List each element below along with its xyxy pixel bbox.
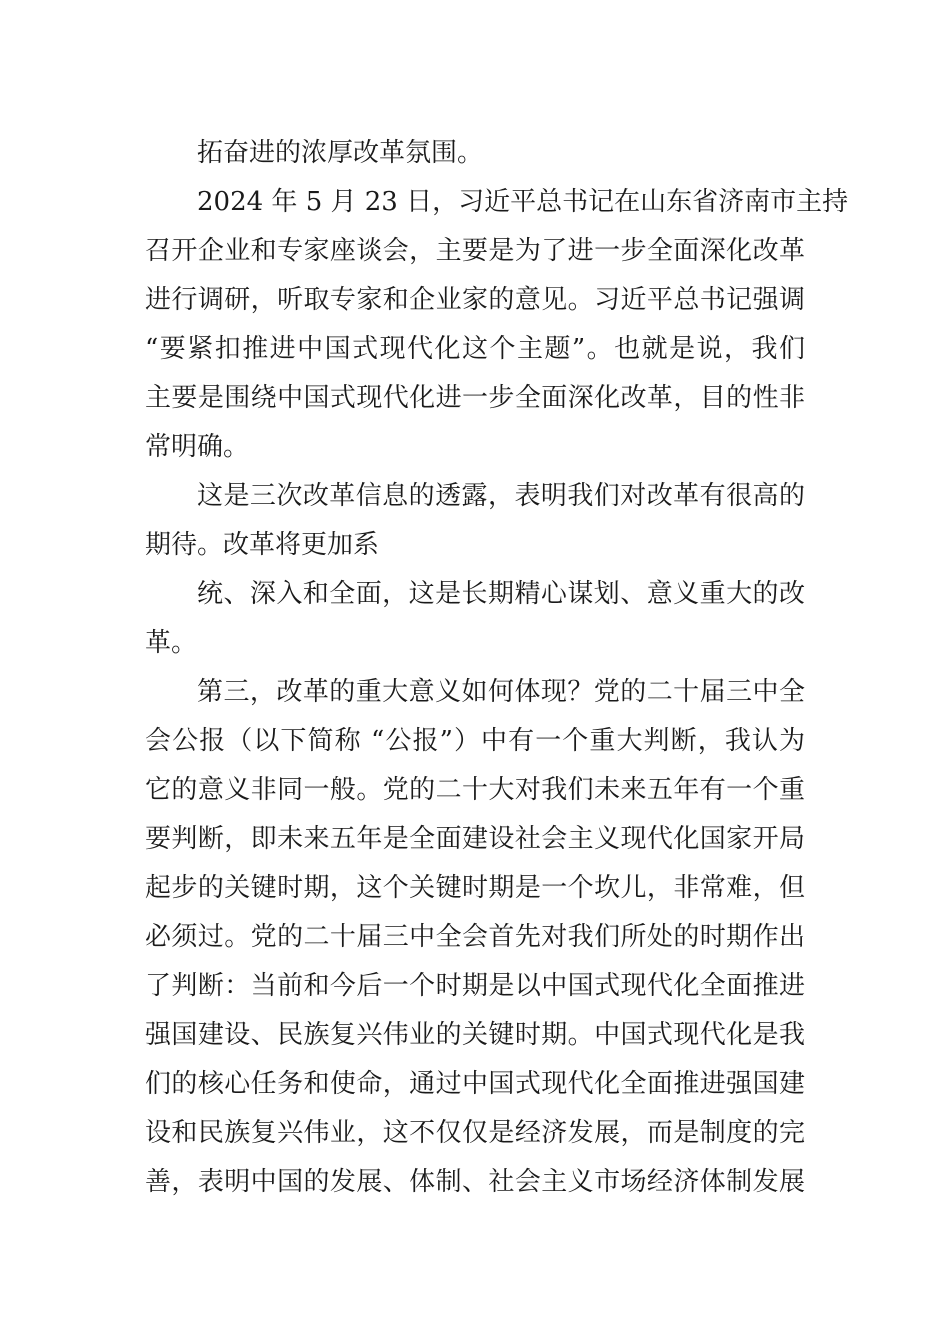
text-line: 要判断，即未来五年是全面建设社会主义现代化国家开局 [145,824,805,854]
text-line: 必须过。党的二十届三中全会首先对我们所处的时期作出 [145,922,805,952]
text-line: 召开企业和专家座谈会，主要是为了进一步全面深化改革 [145,236,805,266]
text-line: 们的核心任务和使命，通过中国式现代化全面推进强国建 [145,1069,805,1099]
text-line: 会公报（以下简称 “公报”）中有一个重大判断，我认为 [145,726,805,756]
text-line: 进行调研，听取专家和企业家的意见。习近平总书记强调 [145,285,805,315]
text-line: 2024 年 5 月 23 日，习近平总书记在山东省济南市主持 [197,187,849,217]
text-line: 第三，改革的重大意义如何体现？党的二十届三中全 [197,677,805,707]
text-line: 善，表明中国的发展、体制、社会主义市场经济体制发展 [145,1167,805,1197]
document-body [145,129,849,1207]
text-line: “要紧扣推进中国式现代化这个主题”。也就是说，我们 [145,334,805,364]
text-line: 设和民族复兴伟业，这不仅仅是经济发展，而是制度的完 [145,1118,805,1148]
text-line: 强国建设、民族复兴伟业的关键时期。中国式现代化是我 [145,1020,805,1050]
text-line: 它的意义非同一般。党的二十大对我们未来五年有一个重 [145,775,805,805]
text-line: 起步的关键时期，这个关键时期是一个坎儿，非常难，但 [145,873,805,903]
text-line: 革。 [145,628,198,658]
text-line: 主要是围绕中国式现代化进一步全面深化改革，目的性非 [145,383,805,413]
text-line: 了判断：当前和今后一个时期是以中国式现代化全面推进 [145,971,805,1001]
text-line: 拓奋进的浓厚改革氛围。 [197,138,484,168]
text-line: 常明确。 [145,432,250,462]
text-line: 统、深入和全面，这是长期精心谋划、意义重大的改 [197,579,805,609]
text-line: 这是三次改革信息的透露，表明我们对改革有很高的 [197,481,805,511]
text-line: 期待。改革将更加系 [145,530,380,560]
